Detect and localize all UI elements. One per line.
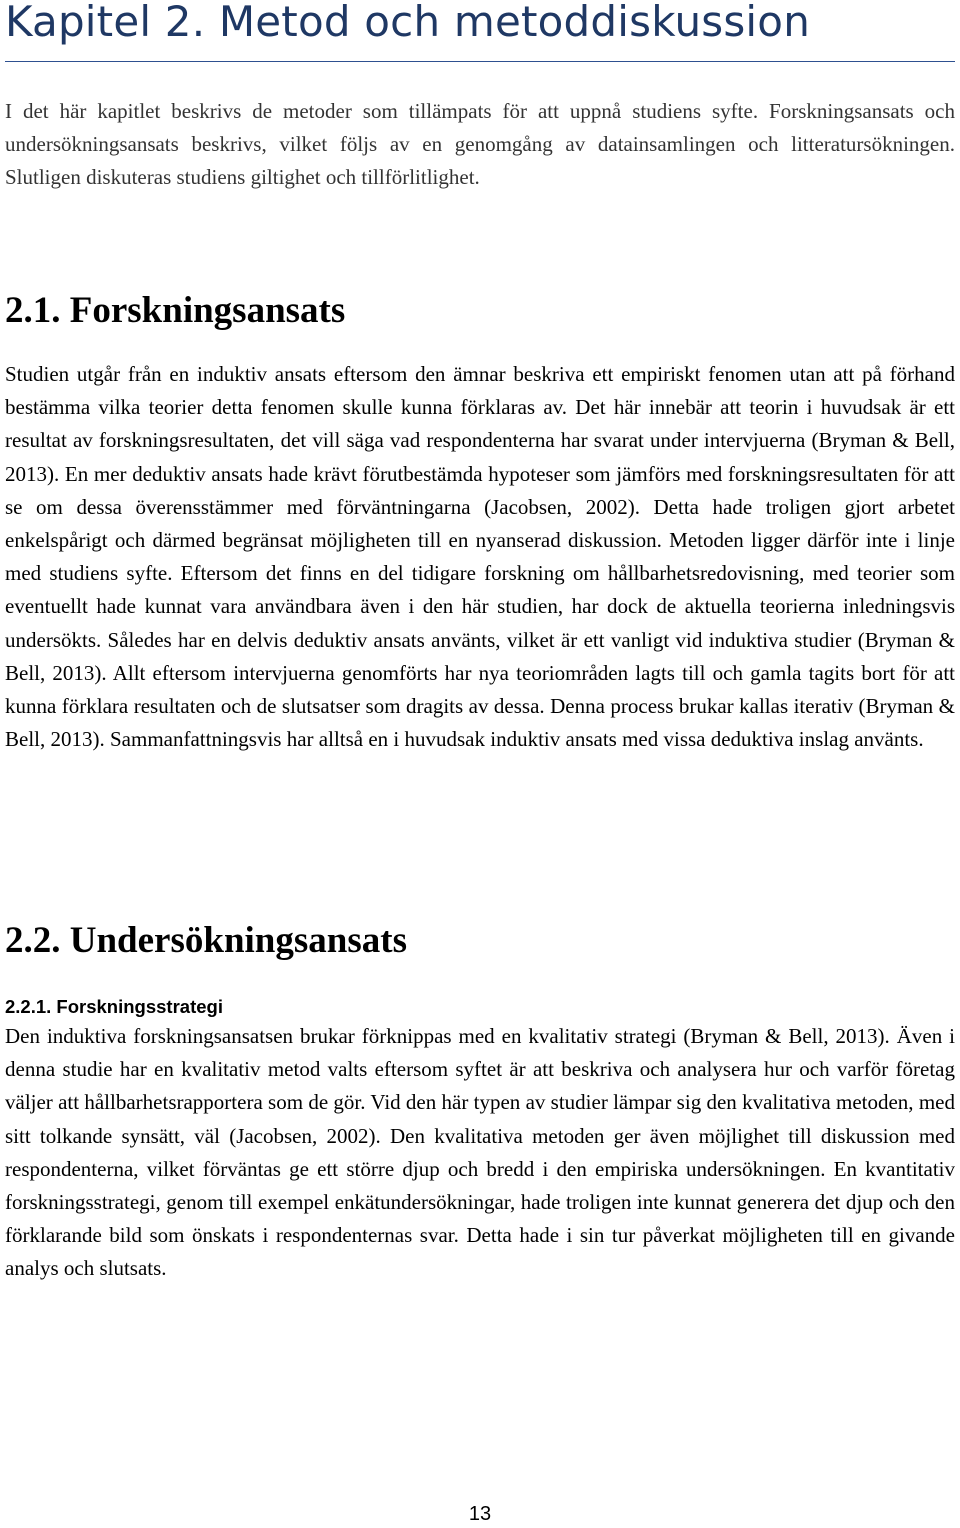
page-number: 13 <box>468 1503 492 1525</box>
chapter-intro-paragraph: I det här kapitlet beskrivs de metoder som tillämpats för att uppnå studiens syfte. Forskningsansats och undersökningsansats beskrivs, vilket följs av en genomgång av datainsamlingen och litteratursökningen. Slutligen diskuteras studiens giltighet och tillförlitlighet. <box>5 99 955 190</box>
subsection-2-2-1-paragraph: Den induktiva forskningsansatsen brukar förknippas med en kvalitativ strategi (Bryman & Bell, 2013). Även i denna studie har en kvalitativ metod valts eftersom syftet är att beskriva och analysera hur och varför företag väljer att hållbarhetsrapportera som de gör. Vid den här typen av studier lämpar sig den kvalitativa metoden, med sitt tolkande synsätt, väl (Jacobsen, 2002). Den kvalitativa metoden ger även möjlighet till diskussion med respondenterna, vilket förväntas ge ett större djup och bredd i den empiriska undersökningen. En kvantitativ forskningsstrategi, genom till exempel enkätundersökningar, hade troligen inte kunnat generera det djup och den förklarande bild som önskats i respondenternas svar. Detta hade i sin tur påverkat möjligheten till en givande analys och slutsats. <box>5 1024 955 1281</box>
section-heading-2-2: 2.2. Undersökningsansats <box>5 920 407 961</box>
title-divider <box>5 61 955 62</box>
section-2-1-paragraph: Studien utgår från en induktiv ansats eftersom den ämnar beskriva ett empiriskt fenomen utan att på förhand bestämma vilka teorier detta fenomen skulle kunna förklaras av. Det här innebär att teorin i huvudsak är ett resultat av forskningsresultaten, det vill säga vad respondenterna har svarat under intervjuerna (Bryman & Bell, 2013). En mer deduktiv ansats hade krävt förutbestämda hypoteser som jämförs med forskningsresultaten för att se om dessa överensstämmer med förväntningarna (Jacobsen, 2002). Detta hade troligen gjort arbetet enkelspårigt och därmed begränsat möjligheten till en nyanserad diskussion. Metoden ligger därför inte i linje med studiens syfte. Eftersom det finns en del tidigare forskning om hållbarhetsredovisning, med teorier som eventuellt hade kunnat vara användbara även i den här studien, har dock de aktuella teorierna inledningsvis undersökts. Således har en delvis deduktiv ansats använts, vilket är ett vanligt vid induktiva studier (Bryman & Bell, 2013). Allt eftersom intervjuerna genomförts har nya teoriområden lagts till och gamla tagits bort för att kunna förklara resultaten och de slutsatser som dragits av dessa. Denna process brukar kallas iterativ (Bryman & Bell, 2013). Sammanfattningsvis har alltså en i huvudsak induktiv ansats med vissa deduktiva inslag använts. <box>5 362 955 752</box>
section-heading-2-1: 2.1. Forskningsansats <box>5 290 346 331</box>
chapter-title: Kapitel 2. Metod och metoddiskussion <box>5 0 811 46</box>
subsection-heading-2-2-1: 2.2.1. Forskningsstrategi <box>5 996 223 1017</box>
